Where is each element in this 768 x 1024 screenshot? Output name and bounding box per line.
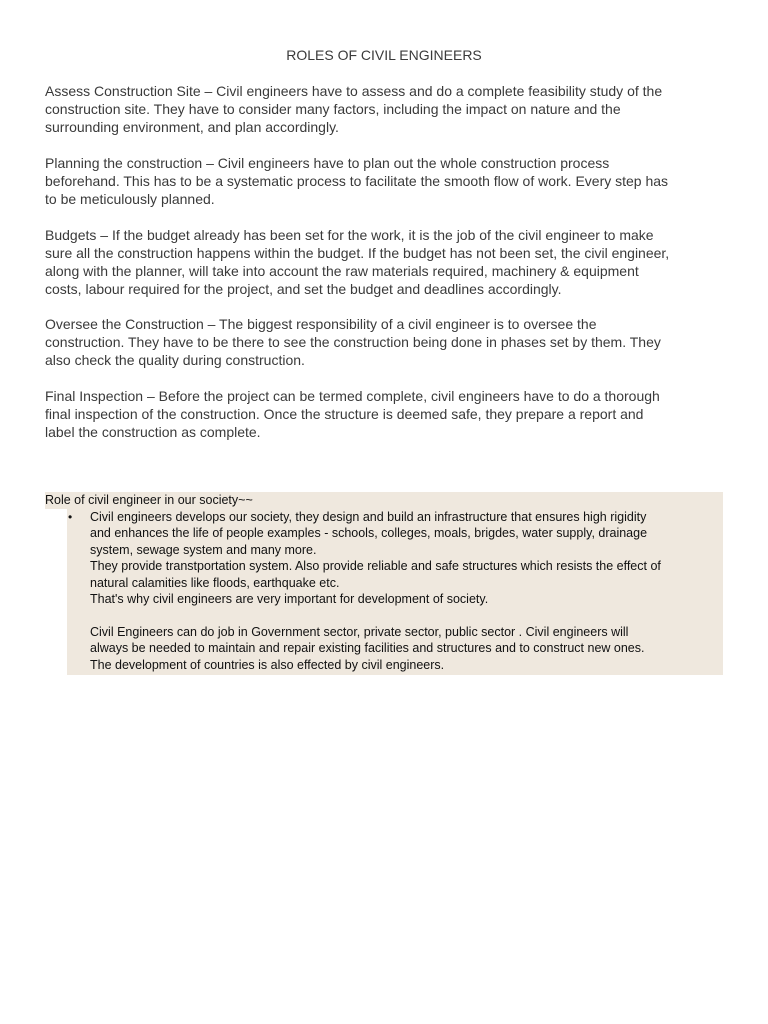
paragraph-line: Assess Construction Site – Civil engineers have to assess and do a complete feasibility study of the — [45, 83, 663, 99]
list-item-line: and enhances the life of people examples - schools, colleges, moals, brigdes, water supply, drainage — [90, 526, 648, 541]
paragraph-line: surrounding environment, and plan accordingly. — [45, 119, 339, 135]
paragraph-line: sure all the construction happens within the budget. If the budget has not been set, the civil engineer, — [45, 245, 670, 261]
list-item-line: Civil engineers develops our society, they design and build an infrastructure that ensures high rigidity — [90, 510, 647, 524]
list-item-blank-line — [90, 607, 723, 623]
list-item-line: Civil Engineers can do job in Government sector, private sector, public sector . Civil engineers will — [90, 624, 629, 639]
bullet-icon: • — [68, 510, 73, 524]
paragraph-line: Planning the construction – Civil engineers have to plan out the whole construction process — [45, 155, 610, 171]
paragraph-line: label the construction as complete. — [45, 424, 261, 440]
list-item-line: That's why civil engineers are very important for development of society. — [90, 592, 489, 607]
paragraph-line: final inspection of the construction. Once the structure is deemed safe, they prepare a report and — [45, 406, 644, 422]
paragraph-line: costs, labour required for the project, and set the budget and deadlines accordingly. — [45, 281, 562, 297]
paragraph-line: along with the planner, will take into account the raw materials required, machinery & equipment — [45, 263, 639, 279]
paragraph-line: Budgets – If the budget already has been set for the work, it is the job of the civil engineer to make — [45, 227, 654, 243]
paragraph-line: Final Inspection – Before the project can be termed complete, civil engineers have to do a thorough — [45, 388, 660, 404]
list-item-line: always be needed to maintain and repair existing facilities and structures and to construct new ones. — [90, 641, 645, 656]
paragraph-line: construction site. They have to consider many factors, including the impact on nature and the — [45, 101, 621, 117]
paragraph-oversee — [45, 315, 725, 369]
paragraph-line: to be meticulously planned. — [45, 191, 215, 207]
list-item — [67, 509, 723, 673]
paragraph-line: construction. They have to be there to see the construction being done in phases set by them. They — [45, 334, 661, 350]
paragraph-line: beforehand. This has to be a systematic process to facilitate the smooth flow of work. Every step has — [45, 173, 669, 189]
list-item-line: The development of countries is also effected by civil engineers. — [90, 657, 445, 672]
page-title: ROLES OF CIVIL ENGINEERS — [286, 47, 482, 63]
paragraph-planning — [45, 154, 725, 208]
paragraph-final-inspection — [45, 387, 725, 441]
paragraph-budgets — [45, 226, 725, 298]
list-item-line: natural calamities like floods, earthquake etc. — [90, 575, 340, 590]
society-list — [67, 509, 723, 675]
society-section — [45, 492, 723, 675]
list-item-line: system, sewage system and many more. — [90, 542, 317, 557]
society-heading: Role of civil engineer in our society~~ — [45, 492, 723, 509]
paragraph-assess-site — [45, 82, 725, 136]
list-item-line: They provide transtportation system. Also provide reliable and safe structures which resists the effect of — [90, 559, 661, 574]
paragraph-line: also check the quality during construction. — [45, 352, 305, 368]
paragraph-line: Oversee the Construction – The biggest responsibility of a civil engineer is to oversee the — [45, 316, 597, 332]
